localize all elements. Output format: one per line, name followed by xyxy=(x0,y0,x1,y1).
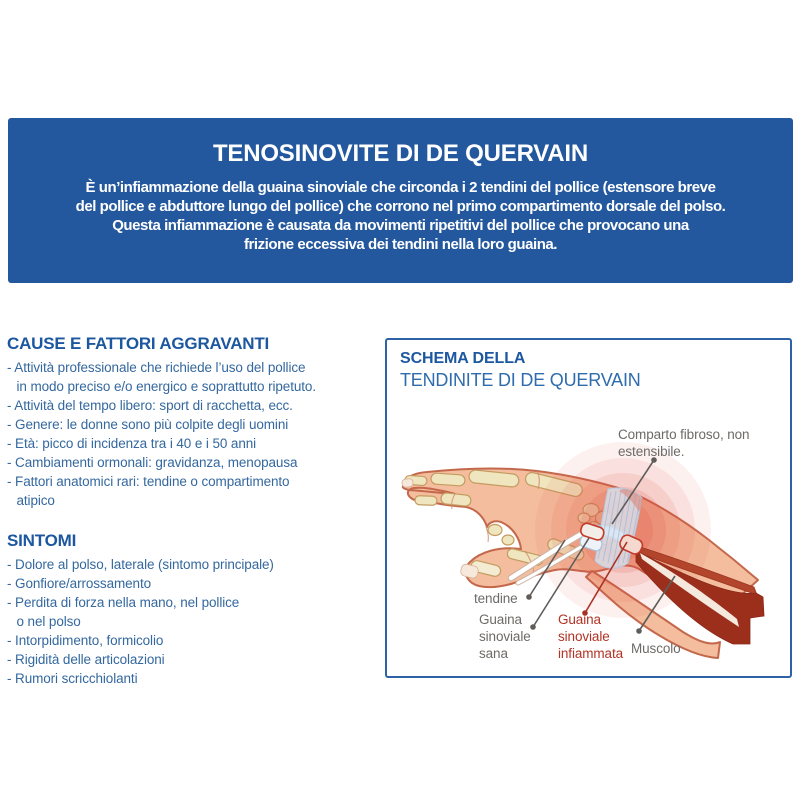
causes-item-line: atipico xyxy=(16,493,55,508)
causes-item-line: - Genere: le donne sono più colpite degli uomini xyxy=(7,417,289,432)
page-title: TENOSINOVITE DI DE QUERVAIN xyxy=(212,140,589,167)
causes-item-line: - Età: picco di incidenza tra i 40 e i 50 anni xyxy=(7,436,257,451)
label-line: Comparto fibroso, non xyxy=(618,427,750,442)
label-line: tendine xyxy=(474,591,518,606)
symptoms-item-line: - Perdita di forza nella mano, nel pollice xyxy=(7,595,240,610)
causes-section xyxy=(7,334,383,510)
symptoms-item-line: - Dolore al polso, laterale (sintomo principale) xyxy=(7,557,274,572)
schema-title xyxy=(400,349,641,392)
header-description-line: Questa infiammazione è causata da movimenti ripetitivi del pollice che provocano una xyxy=(112,217,689,234)
symptoms-section xyxy=(7,531,383,688)
label-fibrous-compartment xyxy=(618,426,749,460)
label-line: Muscolo xyxy=(631,641,681,656)
label-healthy-sheath xyxy=(479,611,531,662)
header-panel xyxy=(8,118,793,283)
header-description-line: È un’infiammazione della guaina sinoviale che circonda i 2 tendini del pollice (estensore breve xyxy=(85,179,716,196)
label-line: Guaina xyxy=(479,612,522,627)
label-line: estensibile. xyxy=(618,444,685,459)
label-line: sinoviale xyxy=(558,629,610,644)
label-tendon xyxy=(474,590,518,607)
label-line: infiammata xyxy=(558,646,624,661)
causes-item-line: - Attività professionale che richiede l’uso del pollice xyxy=(7,360,306,375)
symptoms-item-line: - Intorpidimento, formicolio xyxy=(7,633,164,648)
label-muscle xyxy=(631,640,681,657)
causes-item-line: - Attività del tempo libero: sport di racchetta, ecc. xyxy=(7,398,293,413)
symptoms-item-line: o nel polso xyxy=(16,614,81,629)
schema-panel xyxy=(385,338,792,678)
header-description-line: frizione eccessiva dei tendini nella loro guaina. xyxy=(243,236,558,253)
header-description-line: del pollice e abduttore lungo del pollice) che corrono nel primo compartimento dorsale del polso. xyxy=(75,198,726,215)
symptoms-heading: SINTOMI xyxy=(7,531,77,550)
symptoms-item-line: - Gonfiore/arrossamento xyxy=(7,576,152,591)
causes-item-line: in modo preciso e/o energico e soprattutto ripetuto. xyxy=(16,379,316,394)
label-line: sinoviale xyxy=(479,629,531,644)
header-description xyxy=(8,178,793,254)
symptoms-item-line: - Rigidità delle articolazioni xyxy=(7,652,165,667)
causes-heading: CAUSE E FATTORI AGGRAVANTI xyxy=(7,334,270,353)
schema-title-line1: SCHEMA DELLA xyxy=(400,350,526,367)
label-line: sana xyxy=(479,646,508,661)
label-inflamed-sheath xyxy=(558,611,623,662)
causes-item-line: - Fattori anatomici rari: tendine o compartimento xyxy=(7,474,290,489)
schema-title-line2: TENDINITE DI DE QUERVAIN xyxy=(400,370,641,390)
label-line: Guaina xyxy=(558,612,601,627)
symptoms-item-line: - Rumori scricchiolanti xyxy=(7,671,138,686)
causes-item-line: - Cambiamenti ormonali: gravidanza, menopausa xyxy=(7,455,298,470)
